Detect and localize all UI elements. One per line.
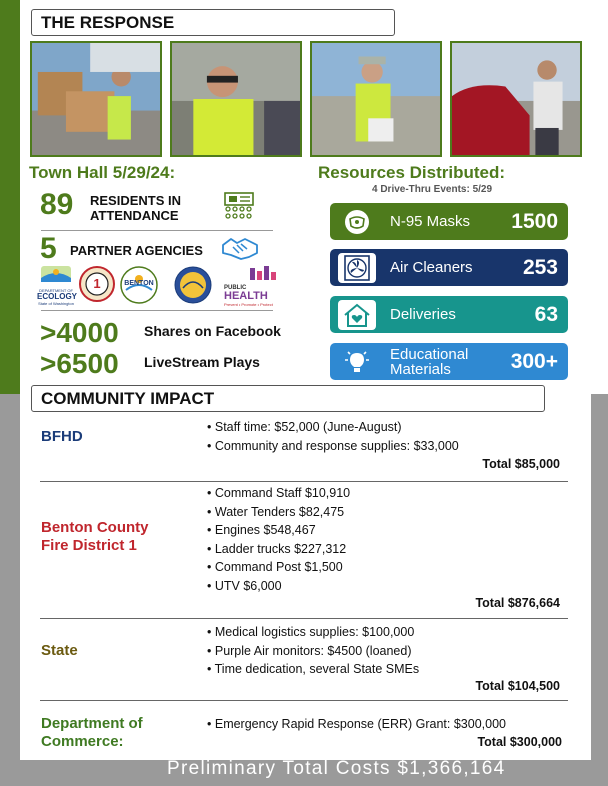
resource-label: N-95 Masks — [390, 213, 471, 230]
mask-icon — [338, 207, 376, 237]
list-item: • Ladder trucks $227,312 — [218, 540, 350, 559]
resource-label: Air Cleaners — [390, 259, 473, 276]
list-item: • Command Post $1,500 — [218, 558, 350, 577]
divider — [40, 700, 568, 701]
impact-items-state — [204, 623, 419, 679]
residents-label-line1: RESIDENTS IN — [90, 193, 182, 208]
fan-icon — [338, 253, 376, 283]
impact-items-commerce — [204, 715, 506, 734]
preliminary-total-costs: Preliminary Total Costs $1,366,164 — [167, 758, 506, 779]
livestream-plays-count: >6500 — [40, 348, 119, 379]
photo-car-delivery — [450, 41, 582, 157]
handshake-icon — [221, 233, 259, 263]
house-heart-icon — [338, 300, 376, 330]
public-health-logo: PUBLIC HEALTH Prevent • Promote • Protect — [224, 266, 280, 306]
impact-name-state: State — [41, 642, 78, 659]
lightbulb-icon — [338, 347, 376, 377]
agencies-label: PARTNER AGENCIES — [70, 243, 203, 258]
impact-name-line2: Fire District 1 — [41, 537, 137, 554]
resource-air-cleaners — [330, 249, 568, 286]
list-item: • Purple Air monitors: $4500 (loaned) — [218, 642, 419, 661]
town-hall-title: Town Hall 5/29/24: — [29, 163, 176, 182]
impact-total-benton-fire: Total $876,664 — [475, 596, 560, 610]
facebook-shares-count: >4000 — [40, 317, 119, 348]
list-item: • Water Tenders $82,475 — [218, 503, 350, 522]
resource-value: 300+ — [510, 349, 558, 373]
impact-name-line2: Commerce: — [41, 733, 124, 750]
resource-value: 253 — [522, 255, 558, 279]
resource-value: 1500 — [511, 209, 558, 233]
resource-deliveries — [330, 296, 568, 333]
list-item: • Command Staff $10,910 — [218, 484, 350, 503]
list-item: • Medical logistics supplies: $100,000 — [218, 623, 419, 642]
livestream-plays-label: LiveStream Plays — [144, 354, 260, 370]
list-item: • UTV $6,000 — [218, 577, 350, 596]
photo-volunteer-clipboard — [310, 41, 442, 157]
ecology-logo: DEPARTMENT OF ECOLOGY State of Washington — [37, 266, 75, 306]
section-title-impact: COMMUNITY IMPACT — [31, 385, 545, 412]
resource-label-line1: Educational — [390, 345, 469, 363]
impact-name-benton-fire — [41, 519, 148, 555]
impact-name-commerce — [41, 715, 143, 751]
resources-subtitle: 4 Drive-Thru Events: 5/29 — [372, 184, 493, 195]
resource-label — [390, 347, 511, 377]
list-item: • Community and response supplies: $33,000 — [218, 437, 459, 456]
resource-label: Deliveries — [390, 306, 456, 323]
impact-items-benton-fire — [204, 484, 350, 595]
list-item: • Engines $548,467 — [218, 521, 350, 540]
list-item: • Emergency Rapid Response (ERR) Grant: $300,000 — [218, 715, 506, 734]
county-seal-logo — [173, 266, 213, 304]
divider — [40, 618, 568, 619]
resource-educational-materials — [330, 343, 568, 380]
impact-total-bfhd: Total $85,000 — [482, 457, 560, 471]
impact-total-commerce: Total $300,000 — [477, 735, 562, 749]
residents-label-line2: ATTENDANCE — [90, 208, 179, 223]
fire-district-badge-logo: 1 — [79, 266, 115, 302]
photo-volunteer-boxes — [30, 41, 162, 157]
impact-total-state: Total $104,500 — [475, 679, 560, 693]
agencies-count: 5 — [40, 232, 57, 265]
impact-name-line1: Department of — [41, 715, 143, 732]
impact-items-bfhd — [204, 418, 459, 455]
divider — [41, 310, 273, 311]
residents-count: 89 — [40, 188, 74, 221]
list-item: • Staff time: $52,000 (June-August) — [218, 418, 459, 437]
resource-label-line2: Materials — [390, 360, 451, 378]
section-title-response: THE RESPONSE — [31, 9, 395, 36]
resource-n95-masks — [330, 203, 568, 240]
facebook-shares-label: Shares on Facebook — [144, 323, 281, 339]
benton-county-logo: BENTON — [120, 266, 158, 304]
resource-value: 63 — [534, 302, 558, 326]
photo-volunteer-vest — [170, 41, 302, 157]
divider — [40, 481, 568, 482]
residents-label — [90, 193, 181, 223]
list-item: • Time dedication, several State SMEs — [218, 660, 419, 679]
divider — [41, 230, 273, 231]
left-accent-bar — [0, 0, 20, 394]
impact-name-line1: Benton County — [41, 519, 149, 536]
impact-name-bfhd: BFHD — [41, 428, 83, 445]
resources-title: Resources Distributed: — [318, 163, 506, 182]
audience-icon — [222, 192, 256, 222]
